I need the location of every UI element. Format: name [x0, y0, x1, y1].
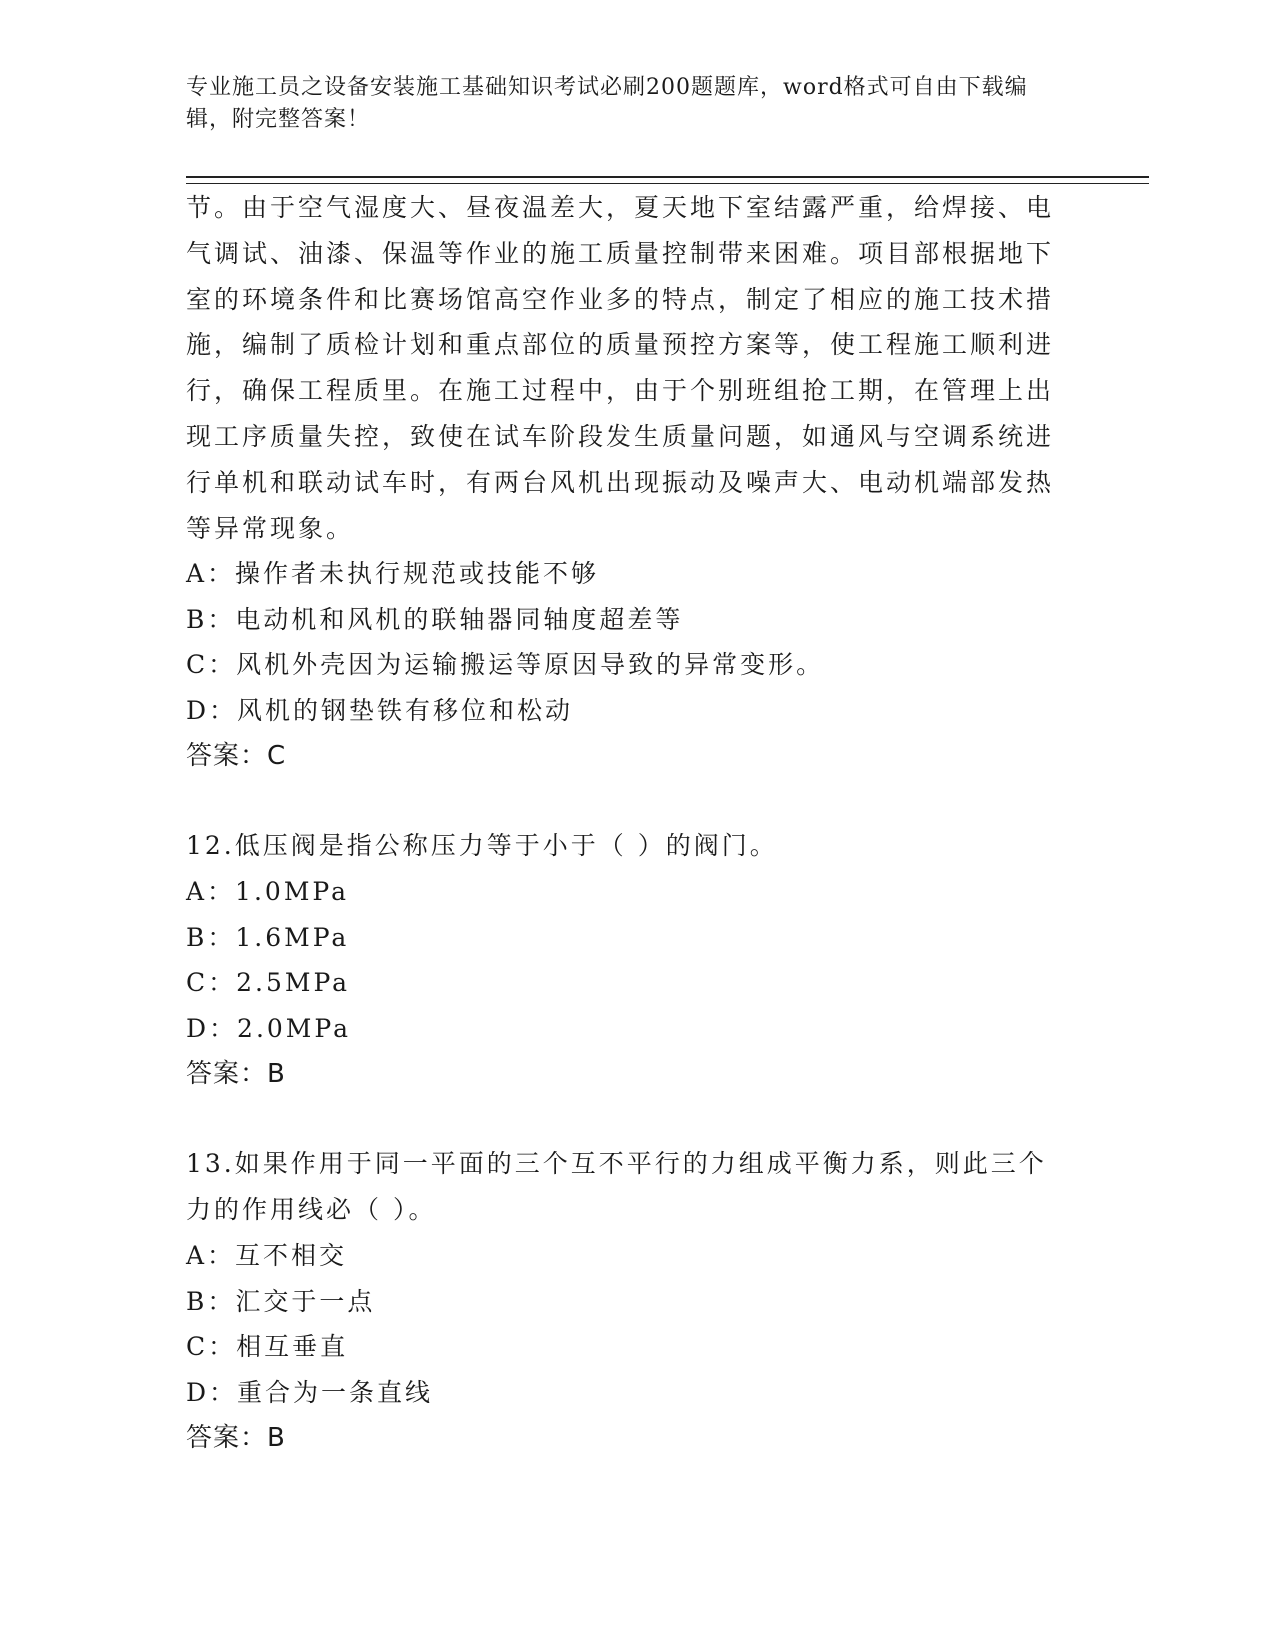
option-a: A：1.0MPa: [186, 877, 350, 907]
option-b: B：1.6MPa: [186, 922, 350, 952]
option-c: C：风机外壳因为运输搬运等原因导致的异常变形。: [186, 650, 825, 680]
answer-line: 答案：B: [186, 1423, 286, 1454]
option-a: A：互不相交: [186, 1241, 348, 1271]
option-d: D：重合为一条直线: [186, 1377, 434, 1407]
question-stem: 13.如果作用于同一平面的三个互不平行的力组成平衡力系，则此三个力的作用线必（ ）。: [186, 1149, 1047, 1225]
option-c: C：相互垂直: [186, 1332, 349, 1362]
document-body: [186, 185, 1066, 1461]
question-stem: 12.低压阀是指公称压力等于小于（ ）的阀门。: [186, 831, 778, 861]
question-11-continuation: [186, 185, 1066, 779]
option-a: A：操作者未执行规范或技能不够: [186, 559, 600, 589]
question-13: [186, 1141, 1066, 1461]
answer-line: 答案：C: [186, 741, 287, 772]
page-header: [186, 72, 1066, 136]
header-divider: [186, 176, 1149, 184]
option-b: B：电动机和风机的联轴器同轴度超差等: [186, 604, 684, 634]
document-title: 专业施工员之设备安装施工基础知识考试必刷200题题库，word格式可自由下载编辑，附完整答案！: [186, 75, 1028, 132]
question-12: [186, 823, 1066, 1097]
option-c: C：2.5MPa: [186, 968, 351, 998]
option-d: D：2.0MPa: [186, 1013, 352, 1043]
question-stem-continuation: 节。由于空气湿度大、昼夜温差大，夏天地下室结露严重，给焊接、电气调试、油漆、保温等作业的施工质量控制带来困难。项目部根据地下室的环境条件和比赛场馆高空作业多的特点，制定了相应的施工技术措施，编制了质检计划和重点部位的质量预控方案等，使工程施工顺利进行，确保工程质里。在施工过程中，由于个别班组抢工期，在管理上出现工序质量失控，致使在试车阶段发生质量问题，如通风与空调系统进行单机和联动试车时，有两台风机出现振动及噪声大、电动机端部发热等异常现象。: [186, 193, 1055, 543]
answer-line: 答案：B: [186, 1059, 286, 1090]
option-d: D：风机的钢垫铁有移位和松动: [186, 695, 574, 725]
option-b: B：汇交于一点: [186, 1286, 376, 1316]
